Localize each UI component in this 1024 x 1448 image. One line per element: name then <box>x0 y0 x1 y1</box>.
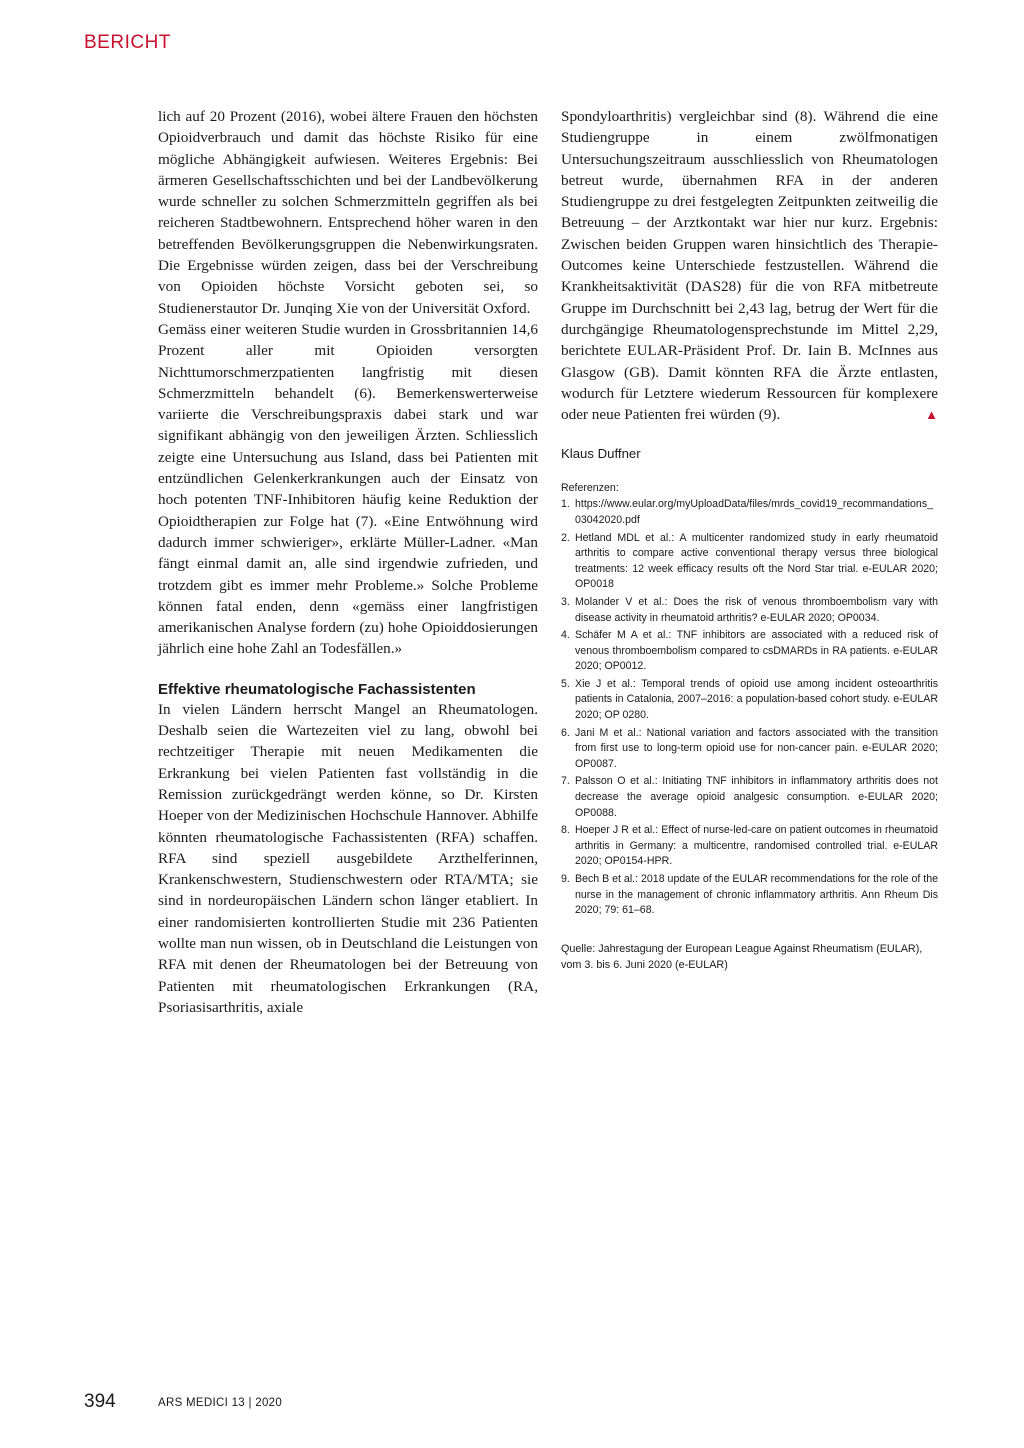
paragraph: Gemäss einer weiteren Studie wurden in Grossbritannien 14,6 Prozent aller mit Opioiden versorgten Nichttumorschmerzpatienten langfristig mit diesen Schmerzmitteln behandelt (6). Bemerkenswerterweise variierte die Verschreibungspraxis dabei stark und war signifikant abhängig von den jeweiligen Ärzten. Schliesslich zeigte eine Untersuchung aus Island, dass bei Patienten mit entzündlichen Gelenkerkrankungen auch der Einsatz von hoch potenten TNF-Inhibitoren häufig keine Reduktion der Opioidtherapien zur Folge hat (7). «Eine Entwöhnung wird dadurch immer schwieriger», erklärte Müller-Ladner. «Man fängt einmal damit an, alle sind irgendwie zufrieden, und trotzdem gibt es immer mehr Probleme.» Solche Probleme können fatal enden, denn «gemäss einer langfristigen amerikanischen Analyse fordern (zu) hohe Opioiddosierungen jährlich eine hohe Zahl an Todesfällen.» <box>158 320 538 658</box>
author-name: Klaus Duffner <box>561 446 641 462</box>
paragraph: lich auf 20 Prozent (2016), wobei ältere Frauen den höchsten Opioidverbrauch und damit das höchste Risiko für eine mögliche Abhängigkeit aufwiesen. Weiteres Ergebnis: Bei ärmeren Gesellschaftsschichten und bei der Landbevölkerung wurde schneller zu solchen Schmerzmitteln gegriffen als bei reicheren Stadtbewohnern. Entsprechend höher waren in den betreffenden Bevölkerungsgruppen die Nebenwirkungsraten. Die Ergebnisse würden zeigen, dass bei der Verschreibung von Opioiden höchste Vorsicht geboten sei, so Studienerstautor Dr. Junqing Xie von der Universität Oxford. <box>158 108 538 317</box>
reference-number: 7. <box>561 775 570 788</box>
reference-text: Schäfer M A et al.: TNF inhibitors are associated with a reduced risk of venous thromboembolism compared to csDMARDs in RA patients. e-EULAR 2020; OP0012. <box>575 629 938 673</box>
reference-text: Jani M et al.: National variation and factors associated with the transition from first use to long-term opioid use for non-cancer pain. e-EULAR 2020; OP0087. <box>575 726 938 770</box>
reference-item <box>561 823 938 870</box>
reference-text: https://www.eular.org/myUploadData/files/mrds_covid19_recommandations_03042020.pdf <box>575 498 934 526</box>
paragraph-text: Spondyloarthritis) vergleichbar sind (8). Während die eine Studiengruppe in einem zwölfmonatigen Untersuchungszeitraum ausschliesslich von Rheumatologen betreut wurde, übernahmen RFA in der anderen Studiengruppe zu drei festgelegten Zeitpunkten zeitweilig die Betreuung – der Arztkontakt war hier nur kurz. Ergebnis: Zwischen beiden Gruppen waren hinsichtlich des Therapie-Outcomes keine Unterschiede festzustellen. Während die Krankheitsaktivität (DAS28) für die von RFA mitbetreute Gruppe im Durchschnitt bei 2,43 lag, betrug der Wert für die durchgängige Rheumatologensprechstunde im Mittel 2,29, berichtete EULAR-Präsident Prof. Dr. Iain B. McInnes aus Glasgow (GB). Damit könnten RFA die Ärzte entlasten, wodurch für Letztere wiederum Ressourcen für komplexere oder neue Patienten frei würden (9). <box>561 108 938 424</box>
reference-text: Bech B et al.: 2018 update of the EULAR recommendations for the role of the nurse in the management of chronic inflammatory arthritis. Ann Rheum Dis 2020; 79: 61–68. <box>575 873 938 917</box>
end-of-article-triangle-icon: ▲ <box>925 407 938 423</box>
reference-item <box>561 872 938 919</box>
reference-text: Xie J et al.: Temporal trends of opioid use among incident osteoarthritis patients in Catalonia, 2007–2016: a population-based cohort study. e-EULAR 2020; OP 0280. <box>575 677 938 722</box>
reference-number: 8. <box>561 824 570 837</box>
left-column <box>158 106 538 1018</box>
reference-item <box>561 497 938 528</box>
references-list <box>561 497 938 918</box>
paragraph: In vielen Ländern herrscht Mangel an Rheumatologen. Deshalb seien die Wartezeiten viel zu lang, obwohl bei rechtzeitiger Therapie mit neuen Medikamenten die Erkrankung bei vielen Patienten fast vollständig in die Remission zurückgedrängt werden könne, so Dr. Kirsten Hoeper von der Medizinischen Hochschule Hannover. Abhilfe könnten rheumatologische Fachassistenten (RFA) schaffen. RFA sind speziell ausgebildete Arzthelferinnen, Krankenschwestern, Studienschwestern oder RTA/MTA; sie sind in nordeuropäischen Ländern schon länger etabliert. In einer randomisierten kontrollierten Studie mit 236 Patienten wollte man nun wissen, ob in Deutschland die Leistungen von RFA mit denen der Rheumatologen bei der Betreuung von Patienten mit rheumatologischen Erkrankungen (RA, Psoriasisarthritis, axiale <box>158 700 538 1016</box>
page-number: 394 <box>84 1391 116 1412</box>
reference-number: 6. <box>561 726 570 739</box>
reference-text: Molander V et al.: Does the risk of venous thromboembolism vary with disease activity in rheumatoid arthritis? e-EULAR 2020; OP0034. <box>575 595 938 624</box>
references <box>561 481 938 919</box>
reference-number: 9. <box>561 873 570 885</box>
reference-item <box>561 531 938 593</box>
references-title: Referenzen: <box>561 481 619 494</box>
right-column <box>561 106 938 921</box>
paragraph <box>561 106 938 425</box>
reference-number: 5. <box>561 677 570 690</box>
reference-item <box>561 774 938 821</box>
section-subheading: Effektive rheumatologische Fachassistenten <box>158 680 476 698</box>
reference-item <box>561 677 938 724</box>
reference-item <box>561 595 938 626</box>
journal-issue: ARS MEDICI 13 | 2020 <box>158 1397 283 1409</box>
reference-text: Palsson O et al.: Initiating TNF inhibitors in inflammatory arthritis does not decrease the average opioid analgesic consumption. e-EULAR 2020; OP0088. <box>575 775 938 819</box>
reference-item <box>561 628 938 675</box>
source-note: Quelle: Jahrestagung der European League Against Rheumatism (EULAR), vom 3. bis 6. Juni 2020 (e-EULAR) <box>561 943 923 971</box>
reference-number: 2. <box>561 531 570 544</box>
reference-number: 3. <box>561 595 570 608</box>
reference-text: Hoeper J R et al.: Effect of nurse-led-care on patient outcomes in rheumatoid arthritis in Germany: a multicentre, randomised controlled trial. e-EULAR 2020; OP0154-HPR. <box>575 824 938 868</box>
section-label: BERICHT <box>84 32 171 53</box>
reference-item <box>561 726 938 773</box>
reference-number: 4. <box>561 629 570 642</box>
reference-number: 1. <box>561 498 570 511</box>
reference-text: Hetland MDL et al.: A multicenter randomized study in early rheumatoid arthritis to compare active conventional therapy versus three biological treatments: 12 week efficacy results oft the Nord Star trial. e-EULAR 2020; OP0018 <box>575 531 938 591</box>
